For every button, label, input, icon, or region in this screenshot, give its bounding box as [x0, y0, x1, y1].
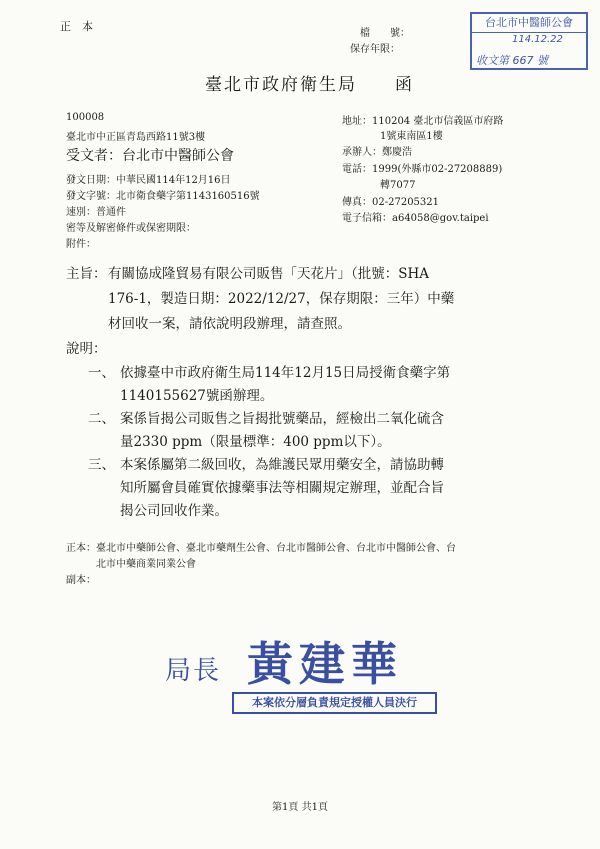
subject-label: 主旨： [66, 266, 107, 282]
explanation-item-line: 本案係屬第二級回收，為維護民眾用藥安全，請協助轉 [120, 457, 444, 473]
contact-person-value: 鄭慶浩 [382, 147, 412, 158]
cc-original-label: 正本： [66, 543, 96, 554]
postal-code: 100008 [66, 112, 105, 123]
phone-line1 [342, 160, 502, 175]
contact-person-label: 承辦人： [342, 147, 382, 158]
cc-original-line2: 北市中藥商業同業公會 [96, 559, 196, 570]
explanation-label: 說明： [66, 341, 107, 357]
fax-label: 傳真： [342, 197, 372, 208]
speed-line [66, 203, 126, 218]
sender-address-label: 地址： [342, 116, 372, 127]
cc-original-line1 [66, 539, 456, 554]
recipient-address: 臺北市中正區青島西路11號3樓 [66, 132, 206, 143]
explanation-item-marker: 三、 [88, 457, 115, 473]
director-title: 局長 [165, 656, 222, 686]
page-number: 第1頁 共1頁 [272, 802, 328, 813]
director-name-seal: 黃建華 [247, 637, 403, 691]
document-number-line [66, 187, 260, 202]
explanation-item-line: 揭公司回收作業。 [120, 503, 228, 519]
retention-label: 保存年限： [350, 44, 400, 55]
phone-label: 電話： [342, 164, 372, 175]
issue-date-value: 中華民國114年12月16日 [116, 175, 231, 186]
recipient-name: 台北市中醫師公會 [122, 148, 234, 164]
receipt-stamp [470, 12, 588, 70]
speed-label: 速別： [66, 207, 96, 218]
sender-address-line1 [342, 112, 503, 127]
security-label: 密等及解密條件或保密期限： [66, 223, 196, 234]
issue-date-line [66, 171, 231, 186]
document-title: 臺北市政府衛生局 函 [205, 75, 414, 95]
receipt-stamp-date: 114.12.22 [512, 34, 563, 45]
explanation-item-marker: 一、 [88, 365, 115, 381]
subject-line2: 176-1，製造日期：2022/12/27，保存期限：三年）中藥 [108, 291, 455, 307]
fax-line [342, 193, 439, 208]
subject-line3: 材回收一案，請依說明段辦理，請查照。 [108, 316, 351, 332]
issue-date-label: 發文日期： [66, 175, 116, 186]
email-label: 電子信箱： [342, 213, 392, 224]
cc-copy-label: 副本： [66, 575, 96, 586]
subject-line1: 有關協成隆貿易有限公司販售「天花片」（批號：SHA [108, 266, 430, 282]
phone-value: 1999(外縣市02-27208889) [372, 164, 503, 175]
sender-address-value: 110204 臺北市信義區市府路 [372, 116, 504, 127]
authorization-stamp: 本案依分層負責規定授權人員決行 [232, 692, 437, 714]
recipient-line [66, 145, 234, 165]
document-number-label: 發文字號： [66, 191, 116, 202]
receipt-stamp-number: 收文第 667 號 [476, 54, 548, 67]
explanation-item-line: 知所屬會員確實依據藥事法等相關規定辦理，並配合旨 [120, 480, 444, 496]
explanation-item-line: 案係旨揭公司販售之旨揭批號藥品，經檢出二氧化硫含 [120, 411, 444, 427]
phone-line2: 轉7077 [380, 180, 416, 191]
cc-original-recipients: 臺北市中藥師公會、臺北市藥劑生公會、台北市醫師公會、台北市中醫師公會、台 [96, 543, 456, 554]
email-line [342, 209, 489, 224]
explanation-item-line: 量2330 ppm（限量標準：400 ppm以下）。 [120, 434, 391, 450]
copy-type-label: 正 本 [60, 20, 93, 33]
attachment-label: 附件： [66, 239, 96, 250]
email-value: a64058@gov.taipei [392, 213, 489, 224]
receipt-stamp-org: 台北市中醫師公會 [472, 14, 586, 33]
document-number-value: 北市衛食藥字第1143160516號 [116, 191, 260, 202]
speed-value: 普通件 [96, 207, 126, 218]
explanation-item-line: 依據臺中市政府衛生局114年12月15日局授衛食藥字第 [120, 365, 451, 381]
file-number-label: 檔 號： [360, 28, 410, 39]
explanation-item-marker: 二、 [88, 411, 115, 427]
fax-value: 02-27205321 [372, 197, 440, 208]
recipient-label: 受文者： [66, 148, 122, 164]
contact-person-line [342, 143, 412, 158]
sender-address-line2: 1號東南區1樓 [380, 131, 443, 142]
explanation-item-line: 1140155627號函辦理。 [120, 388, 274, 404]
